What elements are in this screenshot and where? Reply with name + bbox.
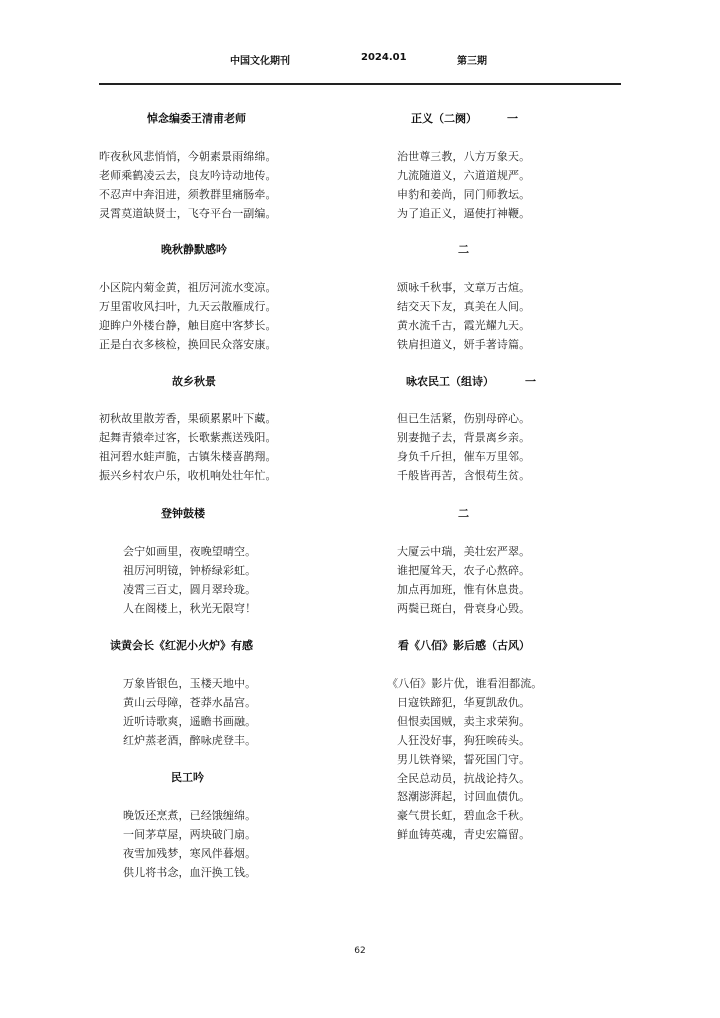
poem-title: 咏农民工（组诗） [406, 375, 494, 388]
poem-line: 但恨卖国贼，卖主求荣狗。 [397, 714, 531, 728]
poem-line: 日寇铁蹄犯，华夏凯敌仇。 [397, 695, 531, 709]
poem-line: 人狂没好事，狗狂唉砖头。 [397, 733, 531, 747]
poem-line: 但已生活紧，伤别母碎心。 [397, 412, 531, 425]
header-rule [99, 83, 621, 85]
poem-line: 会宁如画里，夜晚望晴空。 [123, 545, 257, 558]
poem-line: 晚饭还烹煮，已经饿缠绵。 [123, 809, 257, 822]
poem-line: 老师乘鹤凌云去，良友吟诗动地传。 [99, 168, 277, 182]
poem-line: 全民总动员，抗战论持久。 [397, 771, 531, 785]
poem-line: 黄水流千古，霞光耀九天。 [397, 318, 531, 332]
issue-date: 2024.01 [361, 52, 407, 63]
poem-line: 人在阁楼上，秋光无限穹！ [123, 601, 257, 615]
poem-line: 豪气贯长虹，碧血念千秋。 [397, 809, 531, 823]
poem-line: 大厦云中瑞，美壮宏严翠。 [397, 545, 531, 558]
poem-line: 正是白衣多核检，换回民众落安康。 [99, 337, 277, 351]
poem-line: 谁把厦耸天，农子心熬碎。 [397, 563, 531, 577]
poem-line: 两鬓已斑白，骨衰身心毁。 [397, 601, 531, 615]
issue-number: 第三期 [457, 56, 487, 67]
poem-line: 红炉蒸老酒，醉咏虎登丰。 [123, 733, 257, 747]
poem-part-number: 一 [525, 375, 536, 388]
poem-title: 晚秋静默感吟 [161, 243, 227, 256]
poem-line: 身负千斤担，催车万里邻。 [397, 449, 531, 463]
poem-title: 二 [458, 507, 469, 520]
poem-line: 九流随道义，六道道规严。 [397, 168, 531, 182]
poem-line: 不忍声中奔泪进，须教群里痛肠牵。 [99, 187, 277, 201]
journal-title: 中国文化期刊 [230, 56, 290, 67]
poem-line: 供儿将书念，血汗换工钱。 [123, 865, 257, 879]
poem-line: 初秋故里散芳香，果硕累累叶下藏。 [99, 412, 277, 425]
poem-title: 二 [458, 243, 469, 256]
poem-line: 黄山云母障，苍莽水晶宫。 [123, 695, 257, 709]
poem-line: 加点再加班，惟有休息贵。 [397, 582, 531, 596]
poem-title: 读黄会长《红泥小火炉》有感 [110, 639, 253, 652]
poem-line: 铁肩担道义，妍手著诗篇。 [397, 337, 531, 351]
poem-line: 颂咏千秋事，文章万古煊。 [397, 281, 531, 294]
poem-title: 看《八佰》影后感（古风） [398, 639, 530, 652]
poem-line: 祖河碧水蛙声脆，古镇朱楼喜鹊翔。 [99, 449, 277, 463]
poem-line: 万象皆银色，玉楼天地中。 [123, 677, 257, 690]
poem-title: 故乡秋景 [172, 375, 216, 388]
poem-line: 小区院内菊金黄，祖厉河流水变凉。 [99, 281, 277, 294]
poem-line: 祖厉河明镜，钟桥绿彩虹。 [123, 563, 257, 577]
poem-line: 千般皆再苦，含恨苟生贫。 [397, 468, 531, 482]
poem-line: 夜雪加残梦，寒风伴暮烟。 [123, 846, 257, 860]
poem-part-number: 一 [507, 112, 518, 125]
poem-line: 申豹和姜尚，同门师教坛。 [397, 187, 531, 201]
poem-title: 正义（二阕） [411, 112, 477, 125]
poem-line: 怒潮澎湃起，讨回血债仇。 [397, 790, 531, 804]
poem-line: 迎眸户外楼台静，触目庭中客梦长。 [99, 318, 277, 332]
poem-line: 为了追正义，逼使打神鞭。 [397, 206, 531, 220]
poem-line: 结交天下友，真美在人间。 [397, 299, 531, 313]
poem-line: 起舞青猿牵过客，长歌紫燕送残阳。 [99, 430, 277, 444]
poem-line: 灵霄莫道缺贤士，飞夺平台一副编。 [99, 206, 277, 220]
page-number: 62 [354, 946, 366, 956]
poem-line: 鲜血铸英魂，青史宏篇留。 [397, 828, 531, 842]
poem-line: 《八佰》影片优，谁看泪都流。 [387, 677, 543, 690]
poem-line: 振兴乡村农户乐，收机响处壮年忙。 [99, 468, 277, 482]
poem-title: 登钟鼓楼 [161, 507, 205, 520]
poem-line: 近听诗歌爽，遥瞻书画融。 [123, 714, 257, 728]
poem-title: 民工吟 [171, 771, 204, 784]
poem-line: 万里雷收风扫叶，九天云散雁成行。 [99, 299, 277, 313]
poem-line: 别妻抛子去，背景离乡亲。 [397, 430, 531, 444]
poem-line: 凌霄三百丈，圆月翠玲珑。 [123, 582, 257, 596]
poem-line: 治世尊三教，八方万象天。 [397, 150, 531, 163]
poem-line: 昨夜秋风悲悄悄，今朝素景雨绵绵。 [99, 150, 277, 163]
poem-line: 一间茅草屋，两块破门扇。 [123, 827, 257, 841]
poem-title: 悼念编委王清甫老师 [147, 112, 246, 125]
poem-line: 男儿铁脊梁，誓死国门守。 [397, 752, 531, 766]
